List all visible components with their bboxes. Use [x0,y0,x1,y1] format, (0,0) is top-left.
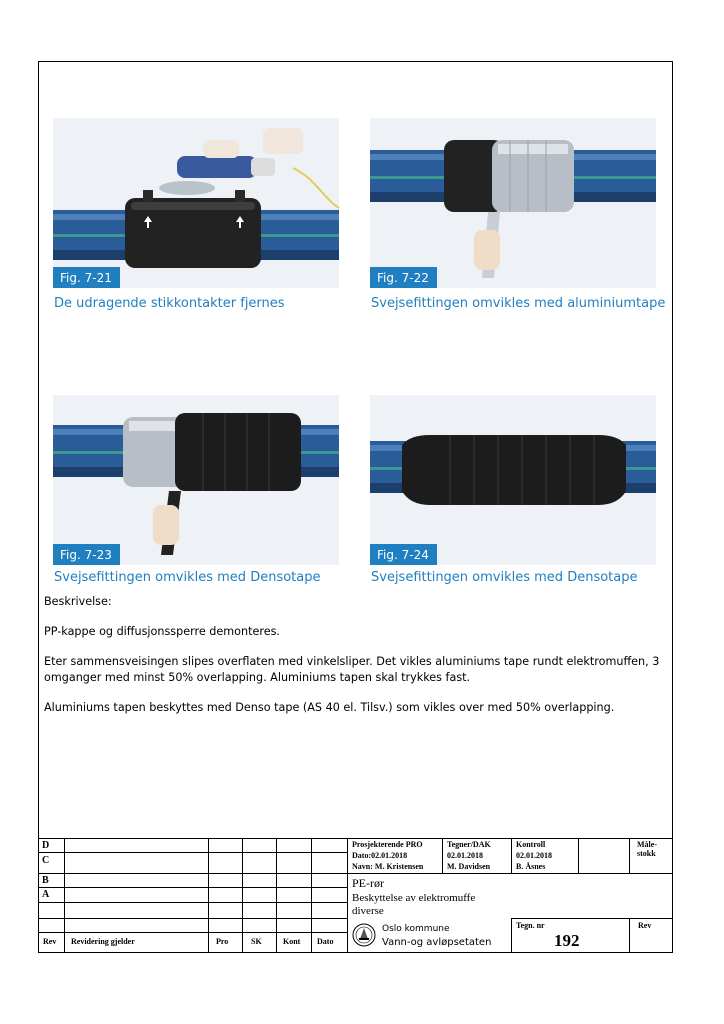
oslo-kommune-seal-icon [352,922,376,948]
figure-caption: Svejsefittingen omvikles med Densotape [54,570,321,585]
header-dato: Dato [317,937,334,946]
header-kont: Kont [283,937,301,946]
drawing-title: PE-rør [352,876,384,890]
drawer-label: Tegner/DAK [447,840,491,849]
figure-7-24 [370,395,656,565]
project-name: Navn: M. Kristensen [352,862,424,871]
rev-letter: B [42,875,49,886]
description-paragraph: Eter sammensveisingen slipes overflaten med vinkelsliper. Det vikles aluminiums tape rundt elektromuffen, 3 omganger med minst 50% overlapping. Aluminiums tapen skal trykkes fast. [44,655,660,684]
control-date: 02.01.2018 [516,851,552,860]
header-pro: Pro [216,937,229,946]
figure-caption: De udragende stikkontakter fjernes [54,296,285,311]
rev-letter: D [42,840,50,851]
header-rev: Rev [43,937,57,946]
description-paragraph: PP-kappe og diffusjonssperre demonteres. [44,625,280,638]
drawing-subtitle: Beskyttelse av elektromuffe [352,892,476,904]
rev-letter: C [42,855,50,866]
description-section [44,594,664,730]
figure-tag: Fig. 7-21 [53,267,120,288]
figure-7-24-illustration [370,395,656,565]
figure-tag: Fig. 7-24 [370,544,437,565]
rev-label: Rev [638,921,652,930]
figure-7-22-illustration [370,118,656,288]
scale-label: Måle- [637,840,657,849]
rev-letter: A [42,889,50,900]
description-paragraph: Aluminiums tapen beskyttes med Denso tape (AS 40 el. Tilsv.) som vikles over med 50% overlapping. [44,701,615,714]
project-date: Dato:02.01.2018 [352,851,408,860]
drawer-name: M. Davidsen [447,862,491,871]
header-sk: SK [251,937,262,946]
drawing-number-label: Tegn. nr [516,921,545,930]
header-revision: Revidering gjelder [71,937,135,946]
drawer-date: 02.01.2018 [447,851,483,860]
project-label: Prosjekterende PRO [352,840,423,849]
drawing-number: 192 [554,931,580,950]
figure-7-22 [370,118,656,288]
figure-7-21 [53,118,339,288]
figure-tag: Fig. 7-22 [370,267,437,288]
description-heading: Beskrivelse: [44,595,112,608]
figure-7-23 [53,395,339,565]
figure-7-21-illustration [53,118,339,288]
drawing-subtitle: diverse [352,905,384,917]
org-department: Vann-og avløpsetaten [382,937,492,948]
figure-tag: Fig. 7-23 [53,544,120,565]
figure-caption: Svejsefittingen omvikles med aluminiumtape [371,296,666,311]
control-label: Kontroll [516,840,546,849]
figure-caption: Svejsefittingen omvikles med Densotape [371,570,638,585]
control-name: B. Åsnes [516,862,546,871]
figure-7-23-illustration [53,395,339,565]
org-name: Oslo kommune [382,924,450,934]
scale-label: stokk [637,849,656,858]
title-block [38,838,673,953]
